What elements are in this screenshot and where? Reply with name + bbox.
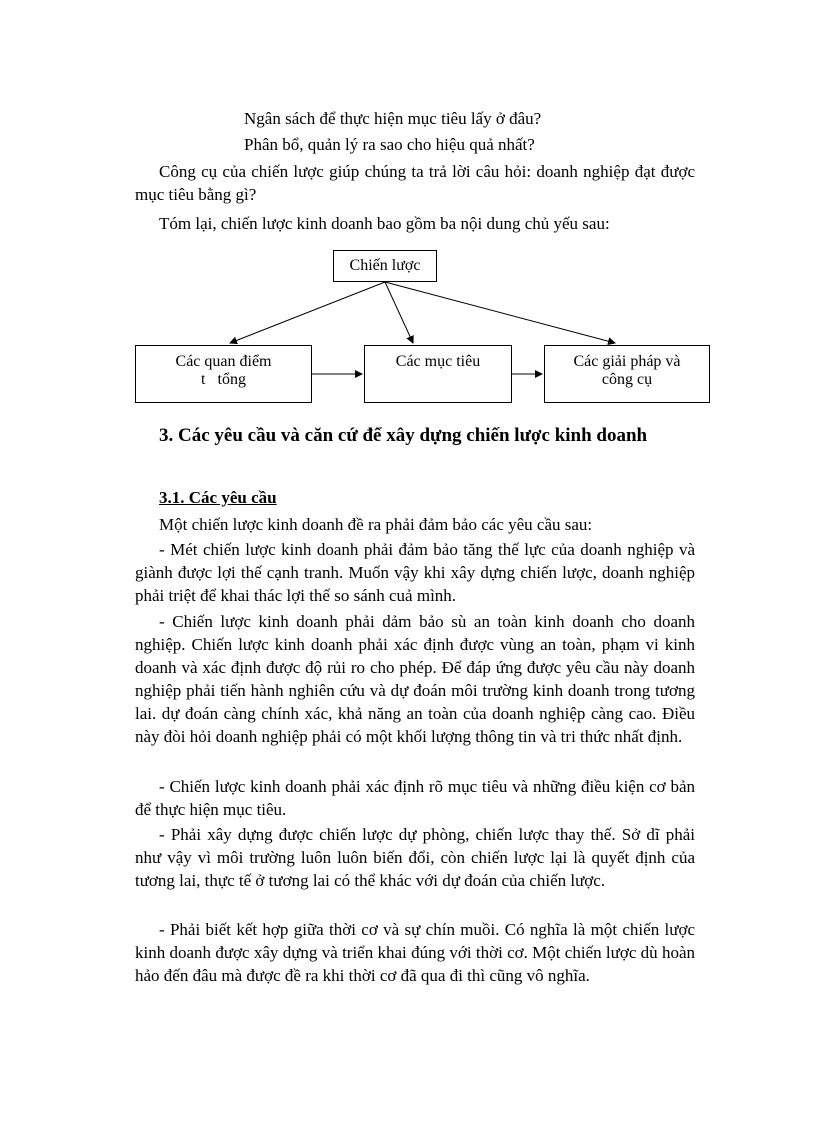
arrow-to-solutions: [385, 282, 615, 343]
box-strategy: Chiến lược: [333, 250, 437, 282]
intro-line-allocation: Phân bổ, quản lý ra sao cho hiệu quả nhất?: [244, 135, 535, 154]
box-viewpoints-line1: Các quan điểm: [175, 353, 272, 370]
bullet-business-safety: - Chiến lược kinh doanh phải dảm bảo sù an toàn kinh doanh cho doanh nghiệp. Chiến lược kinh doanh phải xác định được vùng an toàn, phạm vi kinh doanh và xác định được độ rủi ro cho phép. Để đáp ứng được yêu cầu này doanh nghiệp phải tiến hành nghiên cứu và dự đoán môi trường kinh doanh trong tương lai. dự đoán càng chính xác, khả năng an toàn của doanh nghiệp càng cao. Điều này đòi hỏi doanh nghiệp phải có một khối lượng thông tin và tri thức nhất định.: [135, 612, 695, 746]
box-objectives: Các mục tiêu: [364, 345, 512, 403]
arrow-to-viewpoints: [230, 282, 385, 343]
intro-line-budget: Ngân sách để thực hiện mục tiêu lấy ở đâu?: [244, 109, 542, 128]
box-solutions-line1: Các giải pháp và: [573, 353, 681, 370]
paragraph-requirements-intro: Một chiến lược kinh doanh đề ra phải đảm bảo các yêu cầu sau:: [159, 515, 593, 534]
bullet-backup-strategy: - Phải xây dựng được chiến lược dự phòng, chiến lược thay thế. Sở dĩ phải như vậy vì môi trường luôn luôn biến đổi, còn chiến lược lại là quyết định của tương lai, thực tế ở tương lai có thể khác với dự đoán của chiến lược.: [135, 825, 695, 890]
paragraph-tools: Công cụ của chiến lược giúp chúng ta trả lời câu hỏi: doanh nghiệp đạt được mục tiêu bằng gì?: [135, 162, 695, 204]
box-solutions-line2: công cụ: [601, 371, 653, 388]
bullet-clear-objectives: - Chiến lược kinh doanh phải xác định rõ mục tiêu và những điều kiện cơ bản để thực hiện mục tiêu.: [135, 777, 695, 819]
box-solutions: [544, 345, 710, 403]
paragraph-summary: Tóm lại, chiến lược kinh doanh bao gồm ba nội dung chủ yếu sau:: [159, 214, 610, 233]
subsection-heading: 3.1. Các yêu cầu: [159, 488, 277, 507]
section-heading: 3. Các yêu cầu và căn cứ để xây dựng chiến lược kinh doanh: [159, 425, 648, 446]
box-viewpoints-line2: t tổng: [201, 371, 246, 388]
arrow-to-objectives: [385, 282, 413, 343]
bullet-timing: - Phải biết kết hợp giữa thời cơ và sự chín muồi. Có nghĩa là một chiến lược kinh doanh được xây dựng và triển khai đúng với thời cơ. Một chiến lược dù hoàn hảo đến đâu mà được đề ra khi thời cơ đã qua đi thì cũng vô nghĩa.: [135, 920, 695, 985]
box-viewpoints: [135, 345, 312, 403]
bullet-competitive-advantage: - Mét chiến lược kinh doanh phải đảm bảo tăng thế lực của doanh nghiệp và giành được lợi thế cạnh tranh. Muốn vậy khi xây dựng chiến lược, doanh nghiệp phải triệt để khai thác lợi thế so sánh cuả mình.: [135, 540, 695, 605]
